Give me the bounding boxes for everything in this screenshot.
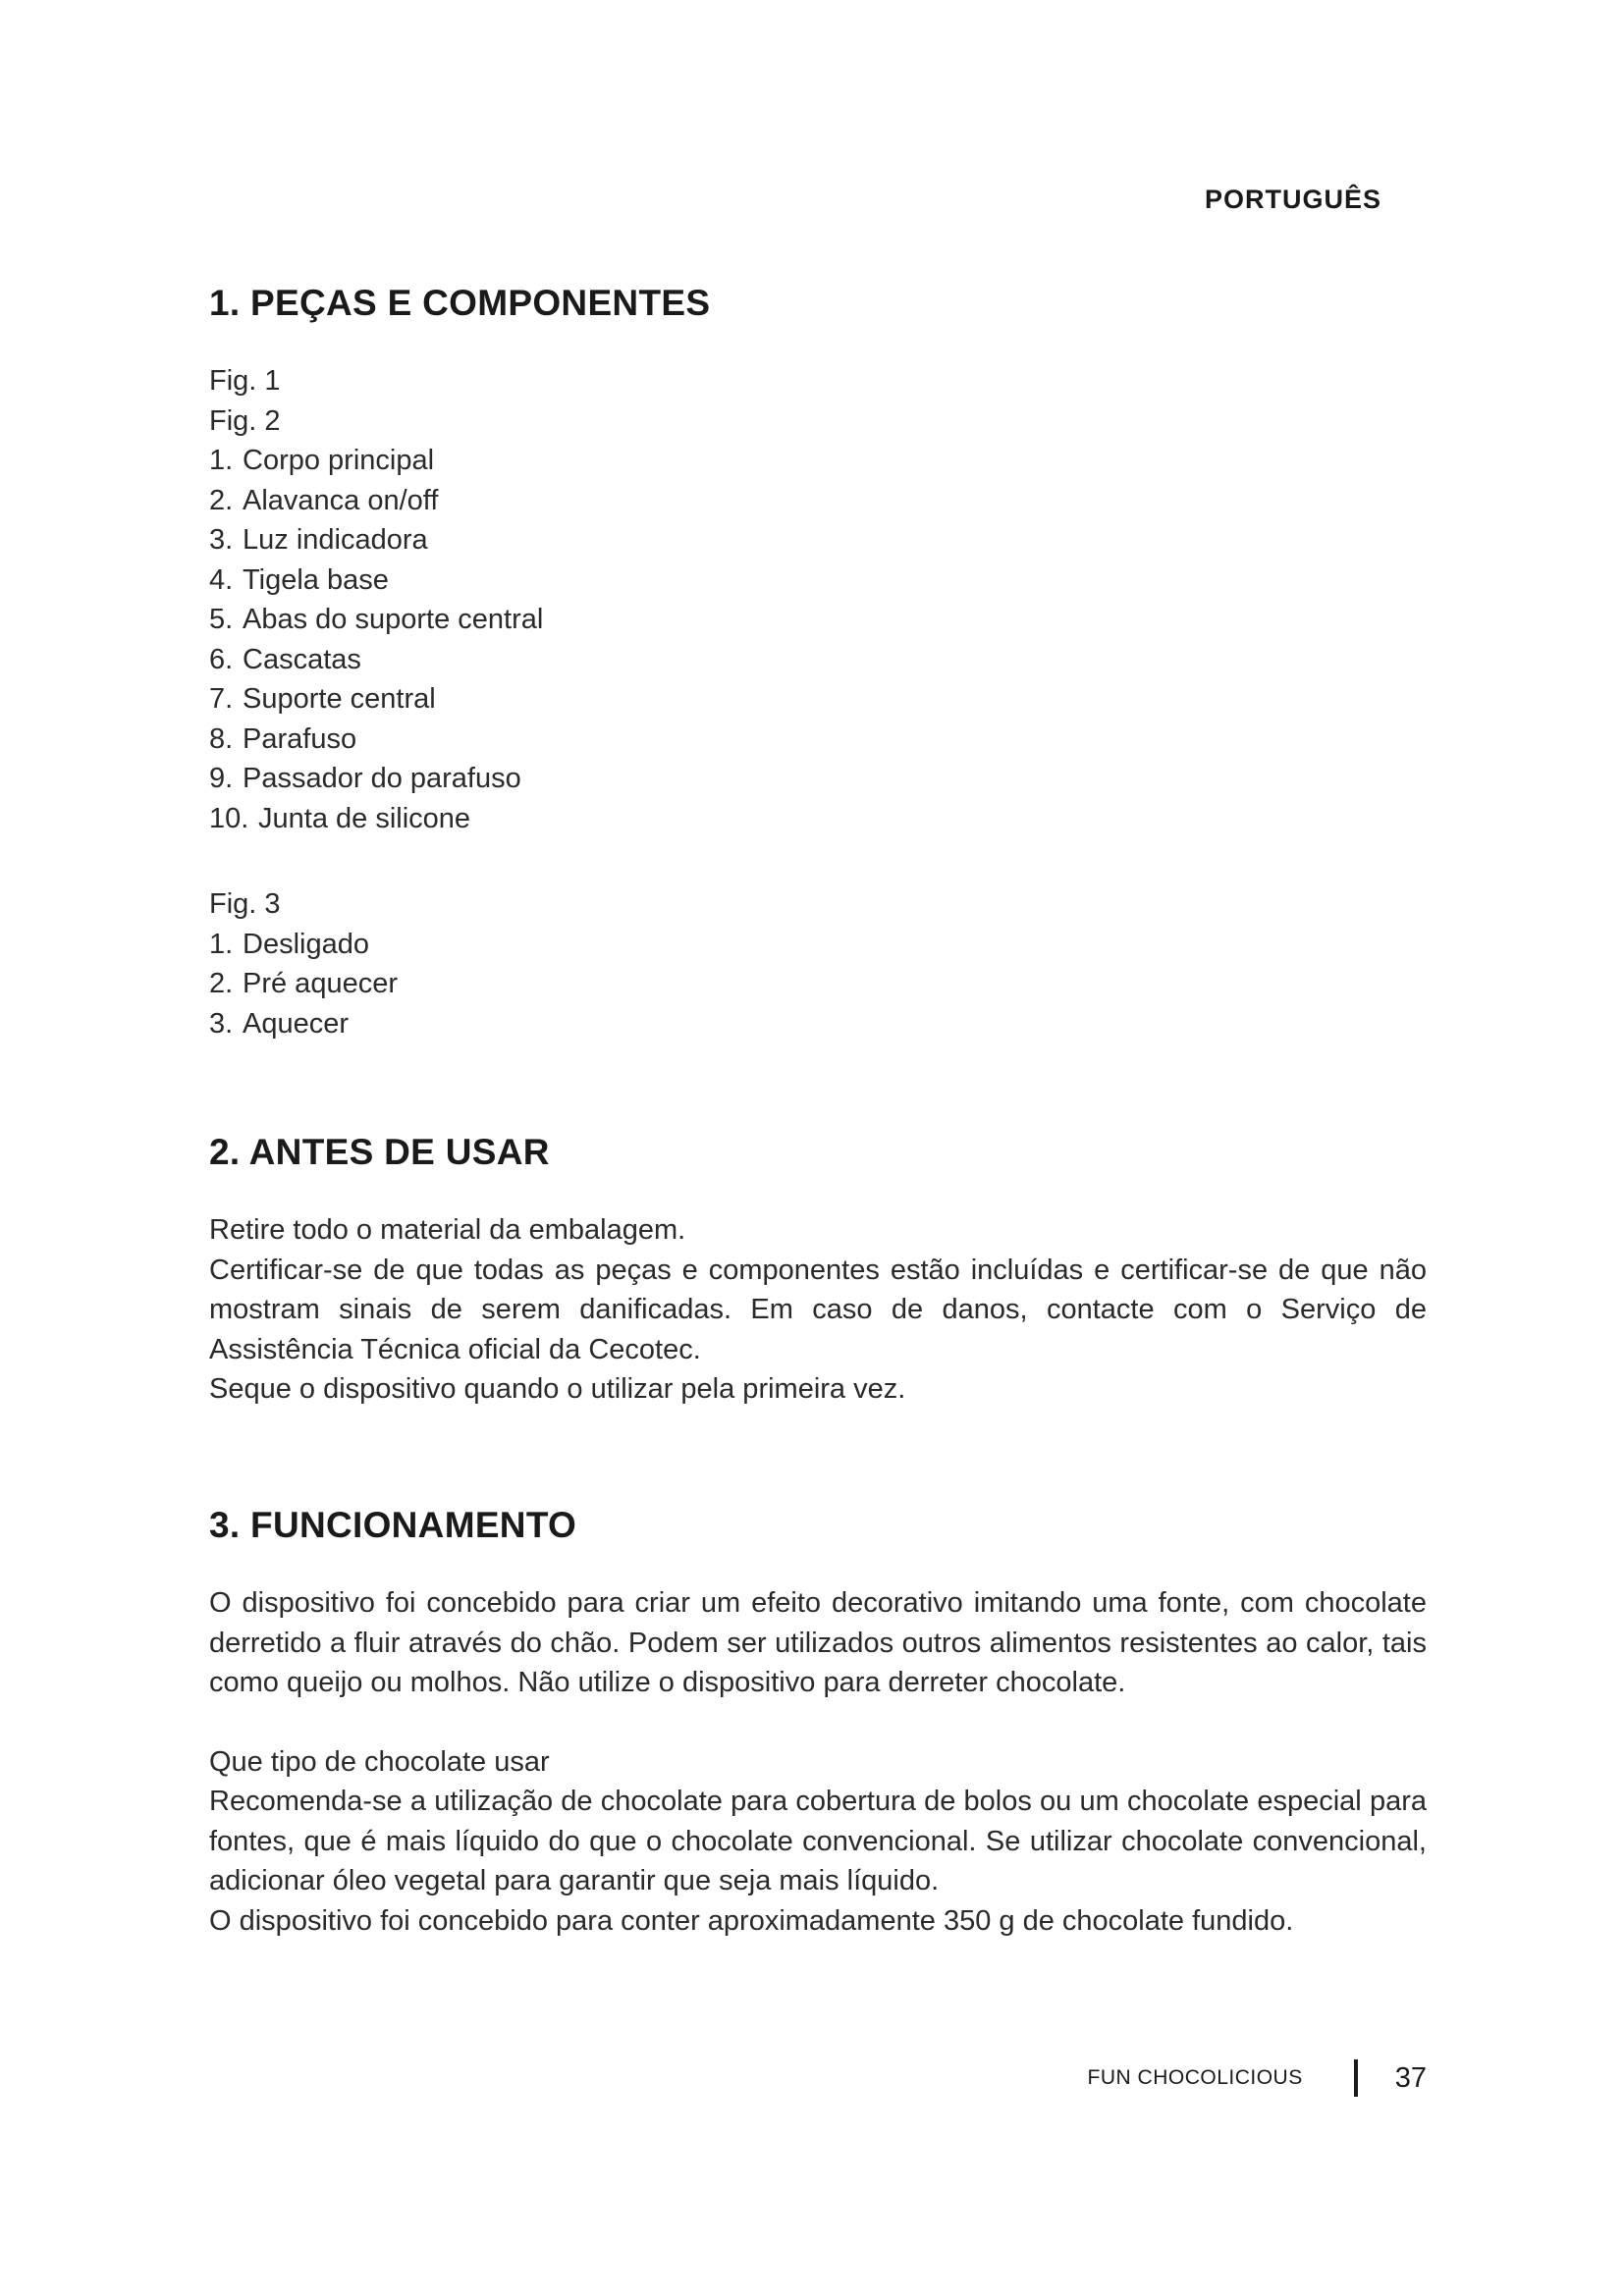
- list-item: 10. Junta de silicone: [209, 802, 471, 834]
- paragraph: Certificar-se de que todas as peças e componentes estão incluídas e certificar-se de que não mostram sinais de serem danificadas. Em caso de danos, contacte com o Serviço de Assistência Técnica oficial da Cecotec.: [209, 1254, 1427, 1365]
- section-title: 1. PEÇAS E COMPONENTES: [209, 283, 711, 323]
- section-title: 3. FUNCIONAMENTO: [209, 1505, 577, 1545]
- list-item: 5. Abas do suporte central: [209, 604, 544, 635]
- product-name: FUN CHOCOLICIOUS: [1087, 2066, 1303, 2089]
- fig3-label: Fig. 3: [209, 888, 281, 920]
- footer-divider: [1354, 2059, 1358, 2097]
- list-item: 9. Passador do parafuso: [209, 763, 521, 794]
- paragraph: O dispositivo foi concebido para criar um efeito decorativo imitando uma fonte, com chocolate derretido a fluir através do chão. Podem ser utilizados outros alimentos resistentes ao calor, tais como queijo ou molhos. Não utilize o dispositivo para derreter chocolate.: [209, 1587, 1427, 1698]
- list-item: 8. Parafuso: [209, 722, 357, 755]
- list-item: 1. Desligado: [209, 928, 369, 960]
- section-before-use: [209, 1132, 1427, 1410]
- section-parts-components: [209, 283, 1427, 1043]
- language-label: PORTUGUÊS: [1204, 185, 1381, 214]
- fig2-label: Fig. 2: [209, 404, 281, 437]
- list-item: 6. Cascatas: [209, 643, 361, 675]
- section-operation: [209, 1505, 1427, 1941]
- list-item: 1. Corpo principal: [209, 445, 435, 476]
- paragraph: Recomenda-se a utilização de chocolate para cobertura de bolos ou um chocolate especial para fontes, que é mais líquido do que o chocolate convencional. Se utilizar chocolate convencional, adicionar óleo vegetal para garantir que seja mais líquido.: [209, 1786, 1427, 1896]
- list-item: 2. Pré aquecer: [209, 968, 398, 999]
- list-item: 2. Alavanca on/off: [209, 484, 439, 516]
- list-item: 7. Suporte central: [209, 683, 436, 715]
- section-title: 2. ANTES DE USAR: [209, 1132, 550, 1172]
- paragraph: O dispositivo foi concebido para conter aproximadamente 350 g de chocolate fundido.: [209, 1904, 1294, 1937]
- paragraph: Retire todo o material da embalagem.: [209, 1214, 686, 1246]
- fig1-label: Fig. 1: [209, 365, 281, 397]
- page-number: 37: [1394, 2061, 1427, 2094]
- page-footer: [1088, 2059, 1427, 2097]
- list-item: 4. Tigela base: [209, 563, 389, 596]
- parts-list: [209, 361, 1427, 1043]
- subheading: Que tipo de chocolate usar: [209, 1745, 550, 1778]
- paragraph: Seque o dispositivo quando o utilizar pela primeira vez.: [209, 1373, 906, 1405]
- list-item: 3. Aquecer: [209, 1007, 350, 1040]
- list-item: 3. Luz indicadora: [209, 524, 428, 556]
